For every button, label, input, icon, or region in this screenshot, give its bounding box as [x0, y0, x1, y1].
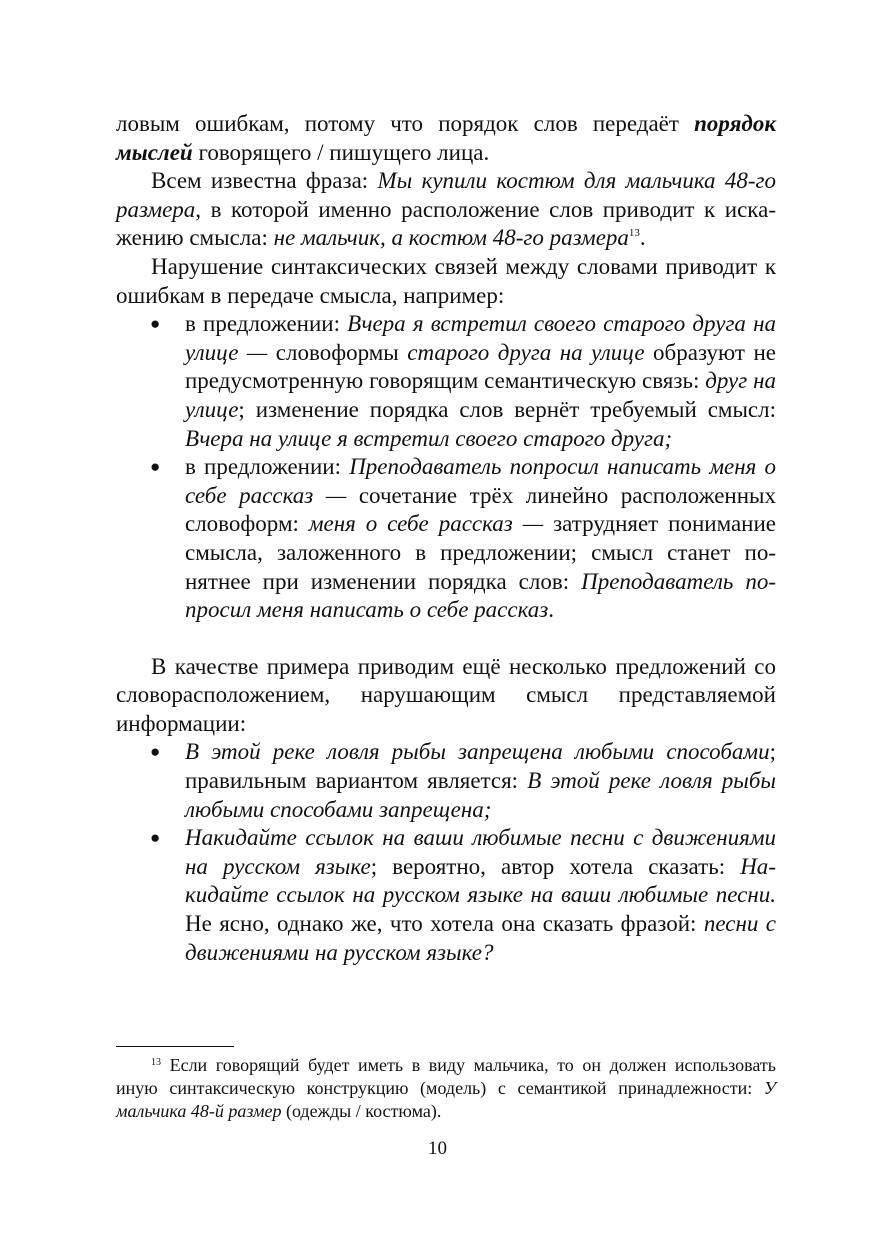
text-span: . — [639, 225, 646, 251]
example-phrase: Накидайте ссылок на русском языке на ваши любимые песни. — [185, 853, 776, 908]
example-phrase: песни с движениями на русском языке? — [185, 911, 776, 965]
list-item — [116, 310, 776, 453]
page-number: 10 — [428, 1138, 447, 1159]
footnote-mark: 13 — [151, 1057, 161, 1068]
bullet-icon: ● — [150, 828, 161, 848]
text-span: . — [548, 597, 554, 623]
footnote — [116, 1054, 776, 1123]
text-span: Не ясно, однако же, что хотела она сказать фразой: — [185, 911, 704, 937]
example-phrase: Вчера я встретил своего старого друга на улице — — [185, 311, 776, 365]
list-item — [116, 824, 776, 967]
text-span: ; вероятно, автор хотела сказать: — [370, 853, 741, 879]
paragraph-gap — [116, 625, 776, 653]
example-phrase: В этой реке ловля рыбы любыми способами запрещена; — [185, 768, 776, 822]
bullet-icon: ● — [150, 742, 161, 762]
emphasis: порядок мыслей — [116, 111, 776, 165]
text-span: ; правильным вариантом является: — [185, 739, 776, 794]
example-phrase: Накидайте ссылок на ваши любимые песни с движениями на русском языке — [185, 825, 776, 879]
example-phrase: друг на улице — [185, 368, 776, 422]
text-span: Если говорящий будет иметь в виду мальчика, то он должен использовать иную синтаксическую конструкцию (модель) с семантикой принадлежности: — [116, 1055, 776, 1098]
example-phrase: старого друга на улице — [407, 339, 645, 365]
text-span: в предложении: — [185, 311, 348, 337]
example-phrase: Мы купили костюм для мальчика 48-го размера — [116, 168, 776, 222]
page-body — [116, 110, 776, 967]
footnote-text — [116, 1054, 776, 1123]
text-span: в предложении: — [185, 454, 350, 480]
paragraph-3: Нарушение синтаксических связей между словами приводит к ошибкам в передаче смысла, например: — [116, 253, 776, 308]
example-phrase: Преподаватель попросил меня написать о себе рассказ — [185, 568, 776, 623]
example-phrase: Вчера на улице я встретил своего старого друга; — [185, 425, 673, 451]
text-span: сочетание трёх линейно расположенных словоформ: — [185, 482, 776, 537]
text-span: словоформы — [267, 339, 408, 365]
example-phrase: У мальчика 48-й размер — [116, 1078, 776, 1121]
text-span: , в которой именно расположение слов приводит к искажению смысла: — [116, 196, 776, 251]
text-span: ловым ошибкам, потому что порядок слов передаёт — [116, 111, 695, 136]
example-phrase: Преподаватель попросил написать меня о себе рассказ — — [185, 454, 777, 508]
examples-list-1 — [116, 310, 776, 625]
text-span: говорящего / пишущего лица. — [192, 139, 490, 165]
paragraph-1 — [116, 110, 776, 167]
example-phrase: меня о себе рассказ — — [308, 511, 544, 537]
bullet-icon: ● — [150, 457, 161, 477]
example-phrase: В этой реке ловля рыбы запрещена любыми способами — [185, 739, 770, 765]
examples-list-2 — [116, 738, 776, 967]
text-span: (одежды / костюма). — [281, 1101, 442, 1121]
footnote-reference[interactable]: 13 — [628, 227, 640, 240]
list-item — [116, 738, 776, 824]
paragraph-2 — [116, 167, 776, 253]
text-span: затрудняет понимание смысла, заложенного в предложении; смысл станет понятнее при изменении порядка слов: — [185, 511, 776, 594]
text-span: Всем известна фраза: — [151, 168, 378, 194]
bullet-icon: ● — [150, 314, 161, 334]
paragraph-4: В качестве примера приводим ещё несколько предложений со словорасположением, нарушающим смысл представляемой информации: — [116, 653, 776, 736]
example-phrase: не мальчик, а костюм 48-го размера — [273, 225, 629, 251]
footnote-divider — [116, 1046, 234, 1047]
text-span: ; изменение порядка слов вернёт требуемый смысл: — [238, 396, 776, 422]
list-item — [116, 453, 776, 625]
text-span: образуют не предусмотренную говорящим семантическую связь: — [185, 339, 776, 394]
